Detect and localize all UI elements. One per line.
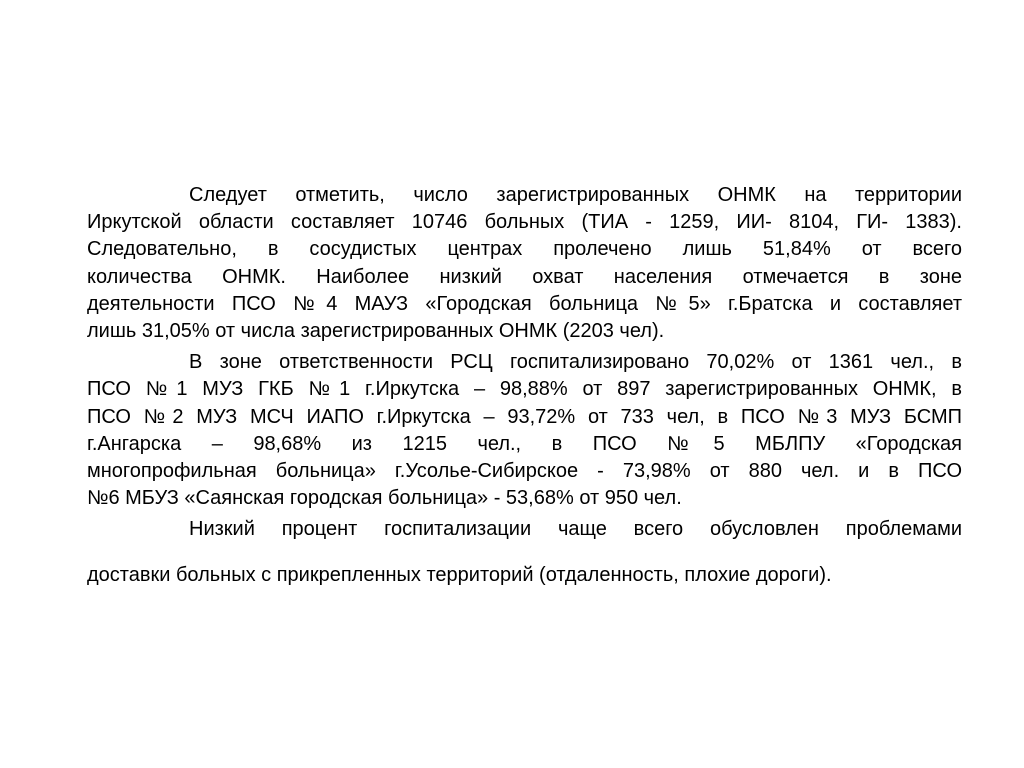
paragraph-low-hospitalization xyxy=(87,516,962,588)
text-line: Низкий процент госпитализации чаще всего обусловлен проблемами xyxy=(189,518,962,541)
slide-text-body xyxy=(87,182,962,589)
text-line: №6 МБУЗ «Саянская городская больница» - 53,68% от 950 чел. xyxy=(87,487,682,510)
text-line: г.Ангарска – 98,68% из 1215 чел., в ПСО №5 МБЛПУ «Городская xyxy=(87,432,962,455)
text-line: количества ОНМК. Наиболее низкий охват населения отмечается в зоне xyxy=(87,265,962,288)
text-line: Следовательно, в сосудистых центрах пролечено лишь 51,84% от всего xyxy=(87,238,962,261)
text-line: многопрофильная больница» г.Усолье-Сибирское - 73,98% от 880 чел. и в ПСО xyxy=(87,460,962,483)
text-line: ПСО №2 МУЗ МСЧ ИАПО г.Иркутска – 93,72% от 733 чел, в ПСО №3 МУЗ БСМП xyxy=(87,405,962,428)
text-line: лишь 31,05% от числа зарегистрированных ОНМК (2203 чел). xyxy=(87,320,665,343)
paragraph-onmk-registered xyxy=(87,182,962,345)
text-line: В зоне ответственности РСЦ госпитализировано 70,02% от 1361 чел., в xyxy=(189,351,962,374)
text-line: Следует отметить, число зарегистрированных ОНМК на территории xyxy=(189,184,962,206)
text-line: доставки больных с прикрепленных территорий (отдаленность, плохие дороги). xyxy=(87,563,832,586)
text-line: ПСО №1 МУЗ ГКБ №1 г.Иркутска – 98,88% от 897 зарегистрированных ОНМК, в xyxy=(87,378,962,401)
text-line: деятельности ПСО №4 МАУЗ «Городская больница №5» г.Братска и составляет xyxy=(87,292,962,315)
paragraph-hospitalization-zones xyxy=(87,349,962,512)
text-line: Иркутской области составляет 10746 больных (ТИА - 1259, ИИ- 8104, ГИ- 1383). xyxy=(87,211,962,234)
